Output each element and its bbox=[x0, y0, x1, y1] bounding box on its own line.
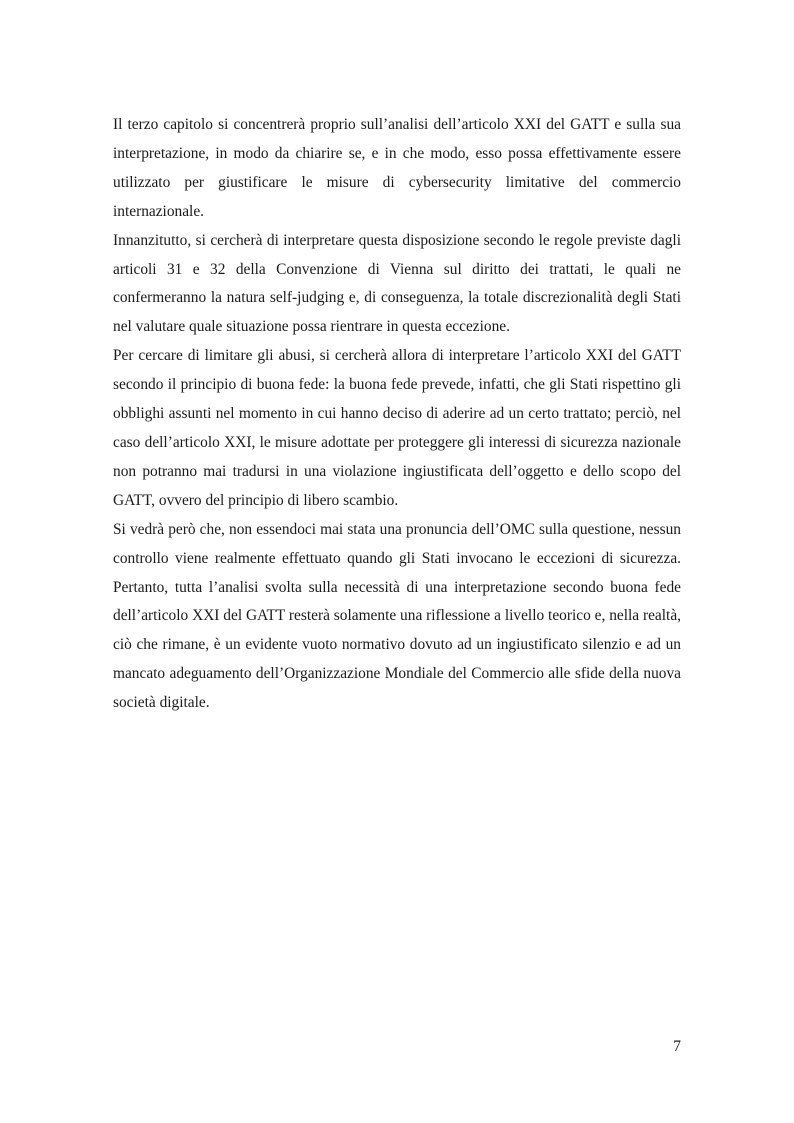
page-body bbox=[113, 111, 681, 718]
paragraph-1: Il terzo capitolo si concentrerà proprio sull’analisi dell’articolo XXI del GATT e sulla sua interpretazione, in modo da chiarire se, e in che modo, esso possa effettivamente essere utilizzato per giustificare le misure di cybersecurity limitative del commercio internazionale. bbox=[113, 116, 681, 220]
paragraph-3: Per cercare di limitare gli abusi, si cercherà allora di interpretare l’articolo XXI del GATT secondo il principio di buona fede: la buona fede prevede, infatti, che gli Stati rispettino gli obblighi assunti nel momento in cui hanno deciso di aderire ad un certo trattato; perciò, nel caso dell’articolo XXI, le misure adottate per proteggere gli interessi di sicurezza nazionale non potranno mai tradursi in una violazione ingiustificata dell’oggetto e dello scopo del GATT, ovvero del principio di libero scambio. bbox=[113, 347, 681, 509]
paragraph-4: Si vedrà però che, non essendoci mai stata una pronuncia dell’OMC sulla questione, nessun controllo viene realmente effettuato quando gli Stati invocano le eccezioni di sicurezza. Pertanto, tutta l’analisi svolta sulla necessità di una interpretazione secondo buona fede dell’articolo XXI del GATT resterà solamente una riflessione a livello teorico e, nella realtà, ciò che rimane, è un evidente vuoto normativo dovuto ad un ingiustificato silenzio e ad un mancato adeguamento dell’Organizzazione Mondiale del Commercio alle sfide della nuova società digitale. bbox=[113, 520, 681, 712]
page-number: 7 bbox=[673, 1038, 681, 1055]
paragraph-2: Innanzitutto, si cercherà di interpretare questa disposizione secondo le regole previste dagli articoli 31 e 32 della Convenzione di Vienna sul diritto dei trattati, le quali ne confermeranno la natura self-judging e, di conseguenza, la totale discrezionalità degli Stati nel valutare quale situazione possa rientrare in questa eccezione. bbox=[113, 231, 681, 336]
